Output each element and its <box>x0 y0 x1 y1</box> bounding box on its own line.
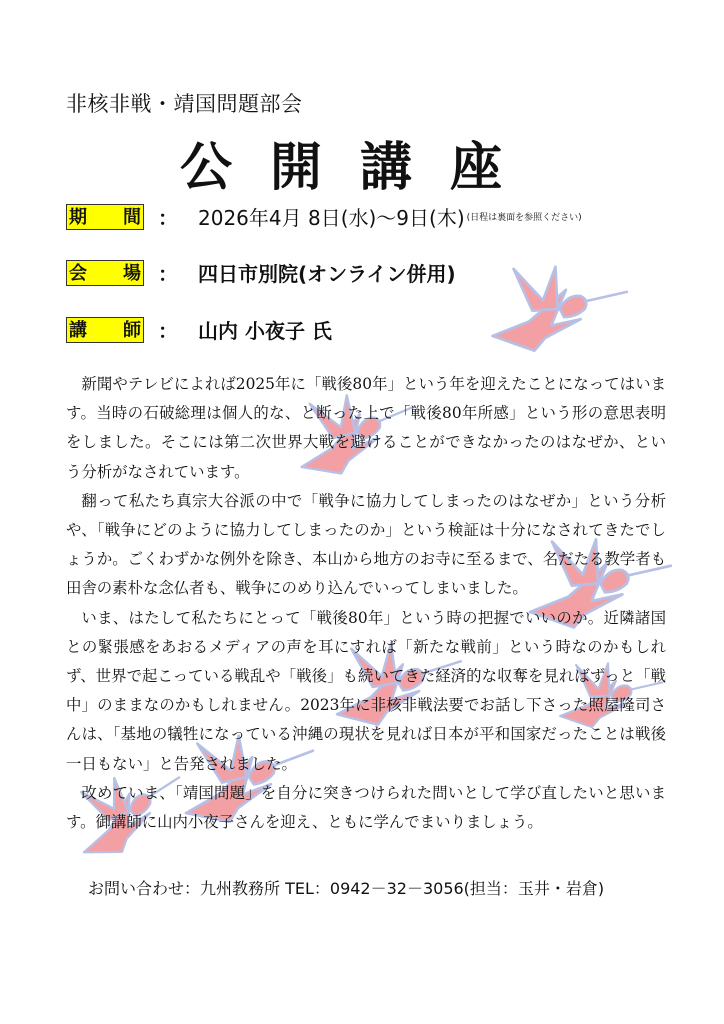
body-text <box>66 370 666 837</box>
lecturer-label: 講 師 <box>66 317 144 343</box>
date-row <box>66 202 582 231</box>
page-title: 公開講座 <box>180 138 541 198</box>
body-paragraph: 改めていま、「靖国問題」を自分に突きつけられた問いとして学び直したいと思います。御講師に山内小夜子さんを迎え、ともに学んでまいりましょう。 <box>66 783 666 832</box>
lecturer-colon: ： <box>158 319 178 343</box>
body-paragraph: 新聞やテレビによれば2025年に「戦後80年」という年を迎えたことになってはいます。当時の石破総理は個人的な、と断った上で「戦後80年所感」という形の意思表明をしました。そこには第二次世界大戦を避けることができなかったのはなぜか、という分析がなされています。 <box>66 375 666 481</box>
body-paragraph: 翻って私たち真宗大谷派の中で「戦争に協力してしまったのはなぜか」という分析や、「戦争にどのように協力してしまったのか」という検証は十分になされてきたでしょうか。ごくわずかな例外を除き、本山から地方のお寺に至るまで、名だたる教学者も田舎の素朴な念仏者も、戦争にのめり込んでいってしまいました。 <box>66 491 666 598</box>
venue-colon: ： <box>158 262 178 286</box>
body-paragraph: いま、はたして私たちにとって「戦後80年」という時の把握でいいのか。近隣諸国との緊張感をあおるメディアの声を耳にすれば「新たな戦前」という時なのかもしれず、世界で起こっている戦乱や「戦後」も続いてきた経済的な収奪を見ればずっと「戦中」のままなのかもしれません。2023年に非核非戦法要でお話し下さった照屋隆司さんは、「基地の犠牲になっている沖縄の現状を見れば日本が平和国家だったことは戦後一日もない」と告発されました。 <box>66 608 666 773</box>
organizer-subtitle: 非核非戦・靖国問題部会 <box>66 92 303 116</box>
lecturer-row <box>66 315 332 344</box>
venue-value: 四日市別院(オンライン併用) <box>198 262 456 286</box>
date-label: 期 間 <box>66 204 144 230</box>
date-note: (日程は裏面を参照ください) <box>466 213 582 223</box>
lecturer-value: 山内 小夜子 氏 <box>198 319 332 343</box>
date-value: 2026年4月 8日(水)～9日(木) <box>198 206 465 230</box>
venue-row <box>66 258 456 287</box>
date-colon: ： <box>158 206 178 230</box>
venue-label: 会 場 <box>66 260 144 286</box>
contact-info: お問い合わせ：九州教務所 TEL：0942－32－3056(担当：玉井・岩倉) <box>88 879 605 898</box>
